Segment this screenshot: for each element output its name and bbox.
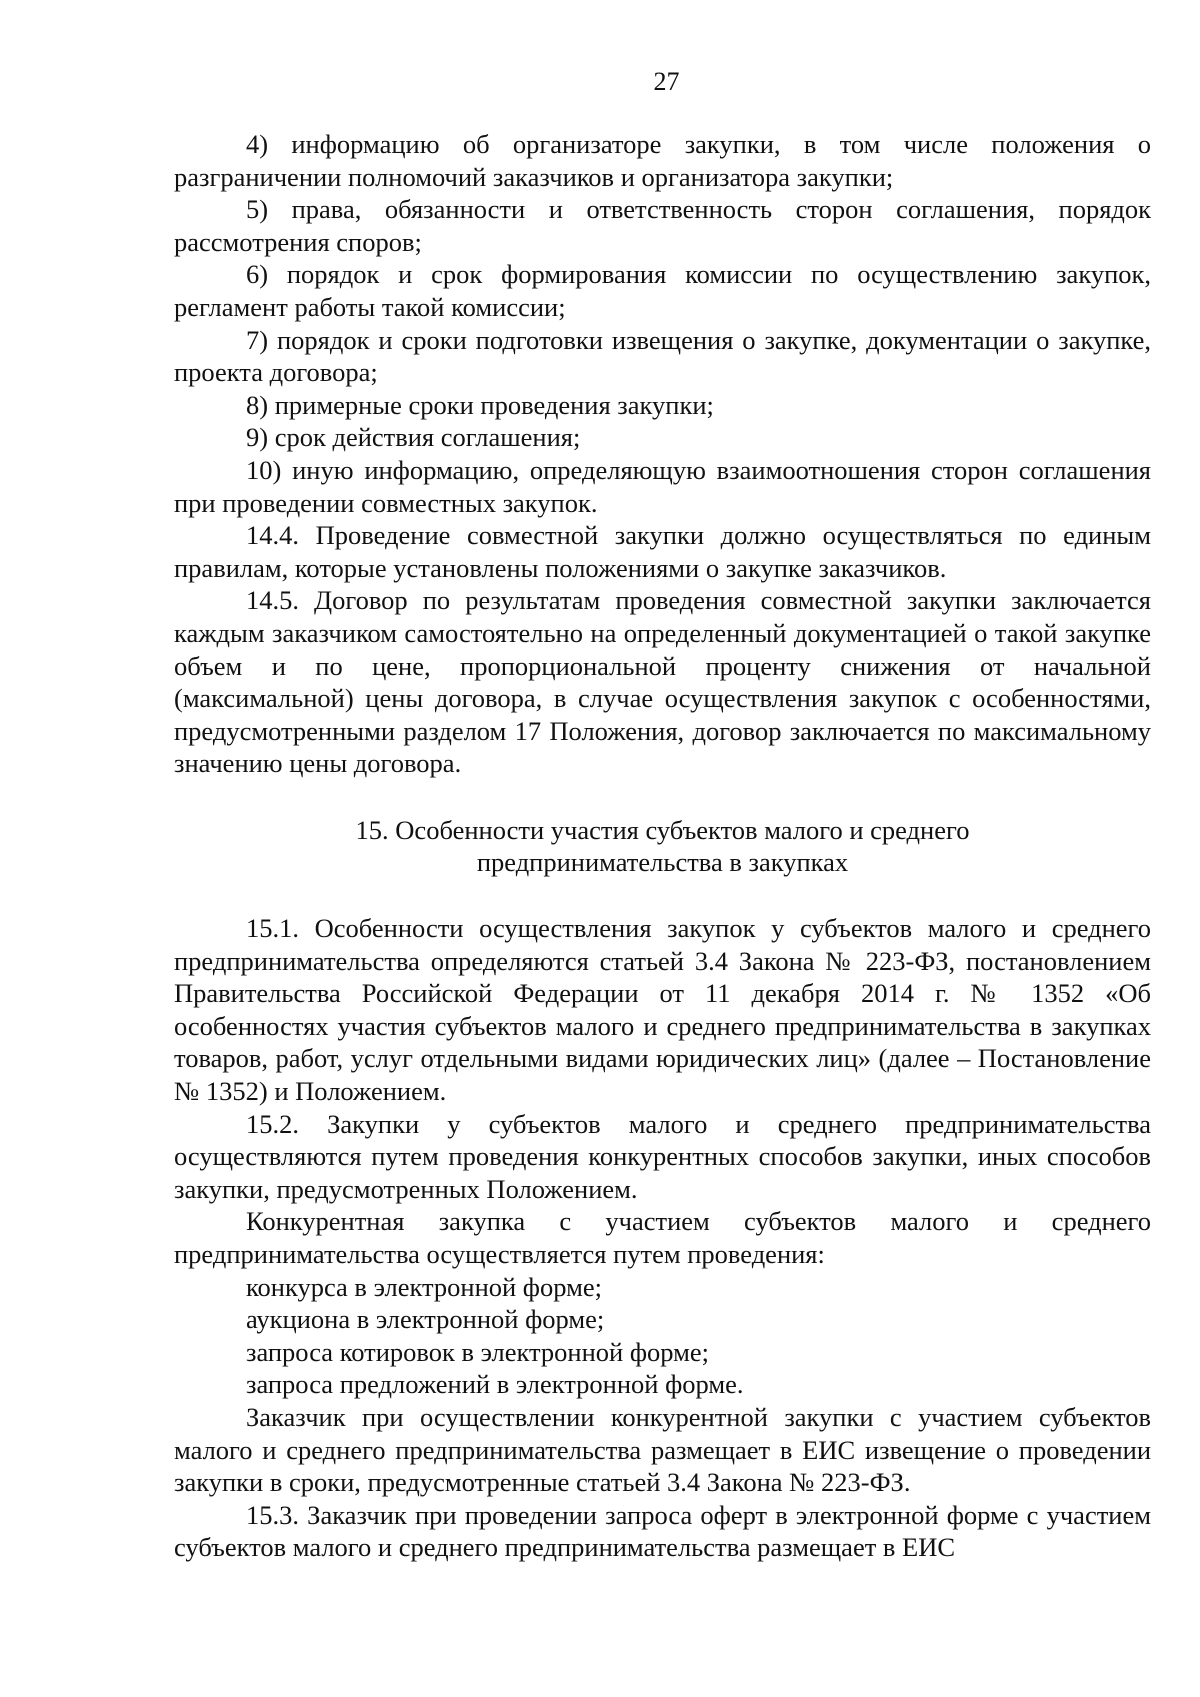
paragraph-15-2: 15.2. Закупки у субъектов малого и среднего предпринимательства осуществляются путем проведения конкурентных способов закупки, иных способов закупки, предусмотренных Положением.	[174, 1108, 1151, 1204]
paragraph-item-7: 7) порядок и сроки подготовки извещения о закупке, документации о закупке, проекта договора;	[174, 324, 1151, 388]
section-heading-15: 15. Особенности участия субъектов малого и среднего предпринимательства в закупках	[355, 814, 970, 878]
page-number: 27	[653, 67, 680, 96]
paragraph-item-10: 10) иную информацию, определяющую взаимоотношения сторон соглашения при проведении совместных закупок.	[174, 454, 1151, 518]
list-item-auction: аукциона в электронной форме;	[246, 1304, 605, 1335]
paragraph-14-4: 14.4. Проведение совместной закупки должно осуществляться по единым правилам, которые установлены положениями о закупке заказчиков.	[174, 520, 1151, 583]
paragraph-15-3: 15.3. Заказчик при проведении запроса оферт в электронной форме с участием субъектов малого и среднего предпринимательства размещает в ЕИС	[174, 1499, 1151, 1563]
paragraph-competitive-purchase: Конкурентная закупка с участием субъектов малого и среднего предпринимательства осуществляется путем проведения:	[174, 1206, 1151, 1269]
paragraph-14-5: 14.5. Договор по результатам проведения совместной закупки заключается каждым заказчиком самостоятельно на определенный документацией о такой закупке объем и по цене, пропорциональной проценту снижения от начальной (максимальной) цены договора, в случае осуществления закупок с особенностями, предусмотренными разделом 17 Положения, договор заключается по максимальному значению цены договора.	[174, 585, 1151, 779]
paragraph-15-1: 15.1. Особенности осуществления закупок у субъектов малого и среднего предпринимательства определяются статьей 3.4 Закона № 223-ФЗ, постановлением Правительства Российской Федерации от 11 декабря 2014 г. № 1352 «Об особенностях участия субъектов малого и среднего предпринимательства в закупках товаров, работ, услуг отдельными видами юридических лиц» (далее – Постановление № 1352) и Положением.	[174, 913, 1151, 1107]
paragraph-item-9: 9) срок действия соглашения;	[246, 422, 581, 453]
paragraph-item-8: 8) примерные сроки проведения закупки;	[246, 389, 714, 420]
paragraph-item-6: 6) порядок и срок формирования комиссии по осуществлению закупок, регламент работы такой комиссии;	[174, 259, 1151, 322]
list-item-quotation-request: запроса котировок в электронной форме;	[246, 1336, 709, 1367]
paragraph-item-5: 5) права, обязанности и ответственность сторон соглашения, порядок рассмотрения споров;	[174, 194, 1151, 257]
list-item-contest: конкурса в электронной форме;	[246, 1271, 602, 1302]
paragraph-item-4: 4) информацию об организаторе закупки, в том числе положения о разграничении полномочий заказчиков и организатора закупки;	[174, 129, 1151, 192]
paragraph-customer-notice: Заказчик при осуществлении конкурентной закупки с участием субъектов малого и среднего предпринимательства размещает в ЕИС извещение о проведении закупки в сроки, предусмотренные статьей 3.4 Закона № 223-ФЗ.	[174, 1401, 1151, 1498]
document-body	[174, 128, 1151, 1564]
list-item-proposal-request: запроса предложений в электронной форме.	[246, 1369, 744, 1400]
